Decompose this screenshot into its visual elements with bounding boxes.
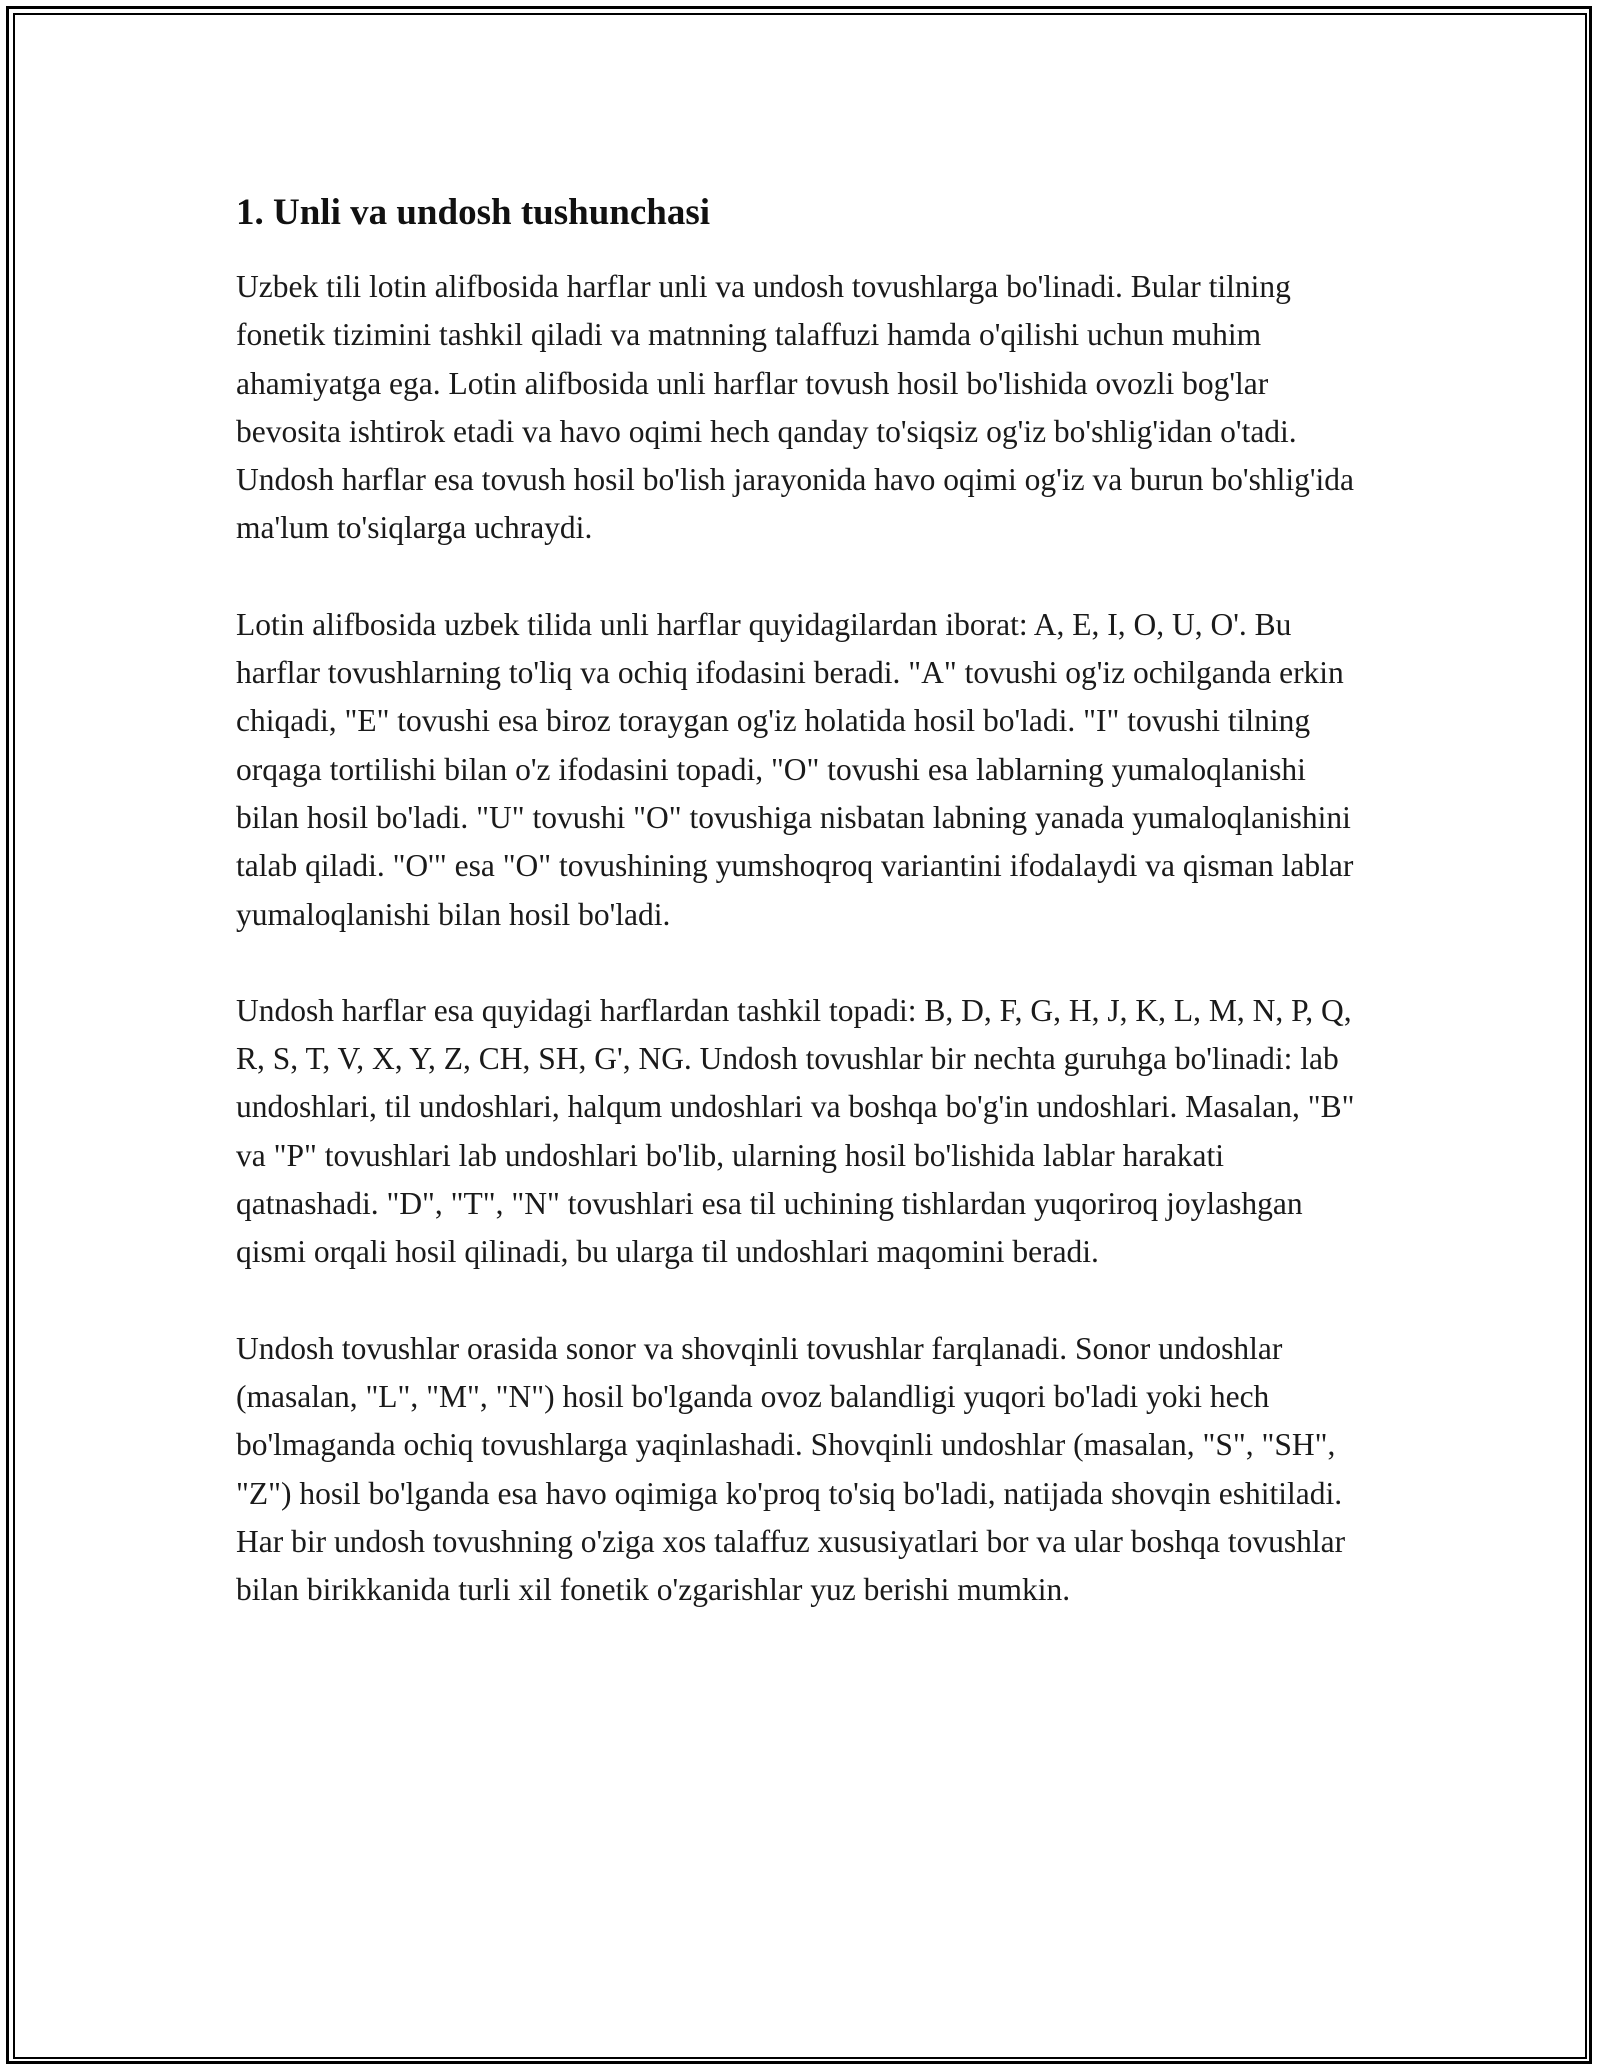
paragraph-sonorant-noisy: Undosh tovushlar orasida sonor va shovqinli tovushlar farqlanadi. Sonor undoshlar (masalan, "L", "M", "N") hosil bo'lganda ovoz balandligi yuqori bo'ladi yoki hech bo'lmaganda ochiq tovushlarga yaqinlashadi. Shovqinli undoshlar (masalan, "S", "SH", "Z") hosil bo'lganda esa havo oqimiga ko'proq to'siq bo'ladi, natijada shovqin eshitiladi. Har bir undosh tovushning o'ziga xos talaffuz xususiyatlari bor va ular boshqa tovushlar bilan birikkanida turli xil fonetik o'zgarishlar yuz berishi mumkin. <box>236 1330 1346 1608</box>
paragraph-vowels: Lotin alifbosida uzbek tilida unli harflar quyidagilardan iborat: A, E, I, O, U, O'. Bu harflar tovushlarning to'liq va ochiq ifodasini beradi. "A" tovushi og'iz ochilganda erkin chiqadi, "E" tovushi esa biroz toraygan og'iz holatida hosil bo'ladi. "I" tovushi tilning orqaga tortilishi bilan o'z ifodasini topadi, "O" tovushi esa lablarning yumaloqlanishi bilan hosil bo'ladi. "U" tovushi "O" tovushiga nisbatan labning yanada yumaloqlanishini talab qiladi. "O'" esa "O" tovushining yumshoqroq variantini ifodalaydi va qisman lablar yumaloqlanishi bilan hosil bo'ladi. <box>236 606 1354 932</box>
document-body <box>236 185 1366 1662</box>
paragraph-intro: Uzbek tili lotin alifbosida harflar unli va undosh tovushlarga bo'linadi. Bular tilning fonetik tizimini tashkil qiladi va matnning talaffuzi hamda o'qilishi uchun muhim ahamiyatga ega. Lotin alifbosida unli harflar tovush hosil bo'lishida ovozli bog'lar bevosita ishtirok etadi va havo oqimi hech qanday to'siqsiz og'iz bo'shlig'idan o'tadi. Undosh harflar esa tovush hosil bo'lish jarayonida havo oqimi og'iz va burun bo'shlig'ida ma'lum to'siqlarga uchraydi. <box>236 269 1355 546</box>
paragraph-consonants: Undosh harflar esa quyidagi harflardan tashkil topadi: B, D, F, G, H, J, K, L, M, N, P, Q, R, S, T, V, X, Y, Z, CH, SH, G', NG. Undosh tovushlar bir nechta guruhga bo'linadi: lab undoshlari, til undoshlari, halqum undoshlari va boshqa bo'g'in undoshlari. Masalan, "B" va "P" tovushlari lab undoshlari bo'lib, ularning hosil bo'lishida lablar harakati qatnashadi. "D", "T", "N" tovushlari esa til uchining tishlardan yuqoriroq joylashgan qismi orqali hosil qilinadi, bu ularga til undoshlari maqomini beradi. <box>236 992 1355 1270</box>
section-heading: 1. Unli va undosh tushunchasi <box>236 192 711 233</box>
